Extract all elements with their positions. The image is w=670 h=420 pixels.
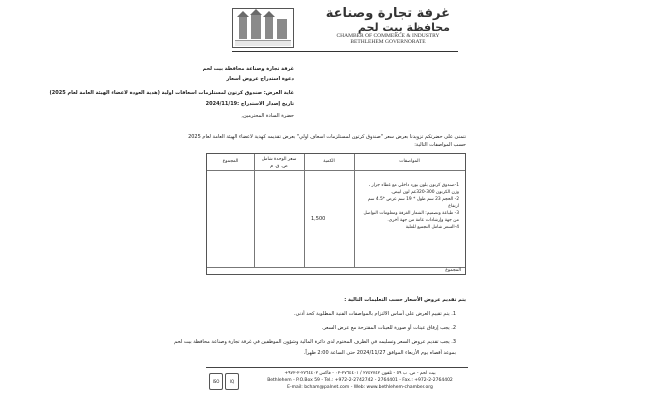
footer-address-english: Bethlehem - P.O.Box 59 - Tel.: +972-2-2742742 - 2764401 - Fax.: +972-2-2764402 xyxy=(267,378,453,383)
condition-item: 1. يتم تقييم العرض على أساس الالتزام بالمواصفات الفنية المطلوبة كحد أدنى. xyxy=(293,311,456,317)
header-total: المجموع xyxy=(222,159,239,164)
header-quantity: الكمية xyxy=(323,159,335,164)
footer-address-arabic: بيت لحم - ص. ب ٥٩ - تلفون ٢٧٤٢٧٤٢ / ٢٧٦٤٤٠١-٠٢ - فاكس ٢٧٦٤٤٠٢-٢-٩٧٢+ xyxy=(284,371,436,376)
spec-line: 3- طباعة وتصميم: الشعار الغرفة ومعلومات التواصل xyxy=(363,211,459,216)
iso-certificate-badge: ISO xyxy=(209,373,223,390)
quantity-value: 1,500 xyxy=(311,216,326,222)
greeting: حضرة السادة المحترمين, xyxy=(241,113,294,119)
spec-line: 2- الحجم 23 سم طول * 19 سم عرض *4.5 سم xyxy=(367,197,459,202)
spec-line: ارتفاع xyxy=(448,204,459,209)
spec-line: 4-السعر شامل التجميع للعلبة xyxy=(405,225,459,230)
condition-item: 2. يجب إرفاق عينات أو صورة للعينات المقترحة مع عرض السعر. xyxy=(321,325,456,331)
conditions-title: يتم تقديم عروض الأسعار حسب التعليمات التالية : xyxy=(344,297,466,303)
invitation-title: دعوة استدراج عروض أسعار xyxy=(226,76,294,82)
body-line-2: حسب المواصفات التالية: xyxy=(414,142,466,148)
issue-date: تاريخ إصدار الاستدراج :2024/11/19 xyxy=(205,101,294,107)
offer-subject: غاية العرض: صندوق كرتون لمستلزمات اسعافات اولية (هدية العودة لاعضاء الهيئة العامة لعام 2025) xyxy=(49,90,294,96)
org-governorate-arabic: محافظة بيت لحم xyxy=(357,21,450,34)
org-name-arabic: غرفة تجارة وصناعة xyxy=(325,6,450,21)
header-divider xyxy=(232,51,458,52)
specs-table xyxy=(206,153,466,275)
table-total-label: المجموع xyxy=(445,268,461,273)
spec-list xyxy=(359,182,459,231)
spec-line: وزن الكرتون 300-320غم لون ابيض. xyxy=(390,190,459,195)
footer-contact: E-mail: bcham@palnet.com - Web: www.bethlehem-chamber.org xyxy=(287,385,433,390)
body-line-1: نتمنى على حضرتكم تزويدنا بعرض سعر "صندوق كرتون لمستلزمات اسعاف اولي" بعرض تقديمه كهدية لاعضاء الهيئة العامة لعام 2025 xyxy=(188,134,466,140)
header-specs: المواصفات xyxy=(399,159,420,164)
quality-certificate-badge: IQ xyxy=(225,373,239,390)
org-name-english: CHAMBER OF COMMERCE & INDUSTRY BETHLEHEM GOVERNORATE xyxy=(336,33,440,45)
spec-line: 1-صندوق كرتون بلون بورد داخلي مع غطاء جرار ، xyxy=(368,183,459,188)
chamber-logo xyxy=(232,8,294,48)
header-currency: ض. ق. م xyxy=(270,164,288,169)
spec-line: من جهة وإرشادات عامة من جهة أخرى. xyxy=(387,218,459,223)
header-unit-price: سعر الوحدة شامل xyxy=(261,157,297,162)
deadline-text: بموعد أقصاه يوم الأربعاء الموافق 2024/11/27 حتى الساعة 2:00 ظهراً. xyxy=(303,350,456,356)
condition-item: 3. يجب تقديم عروض السعر وتسليمه في الظرف المختوم لدى دائرة المالية وشؤون الموظفين في غرفة تجارة وصناعة محافظة بيت لحم xyxy=(174,339,456,345)
footer-divider xyxy=(206,367,468,368)
org-name-line: غرفة تجارة وصناعة محافظة بيت لحم xyxy=(202,66,294,72)
